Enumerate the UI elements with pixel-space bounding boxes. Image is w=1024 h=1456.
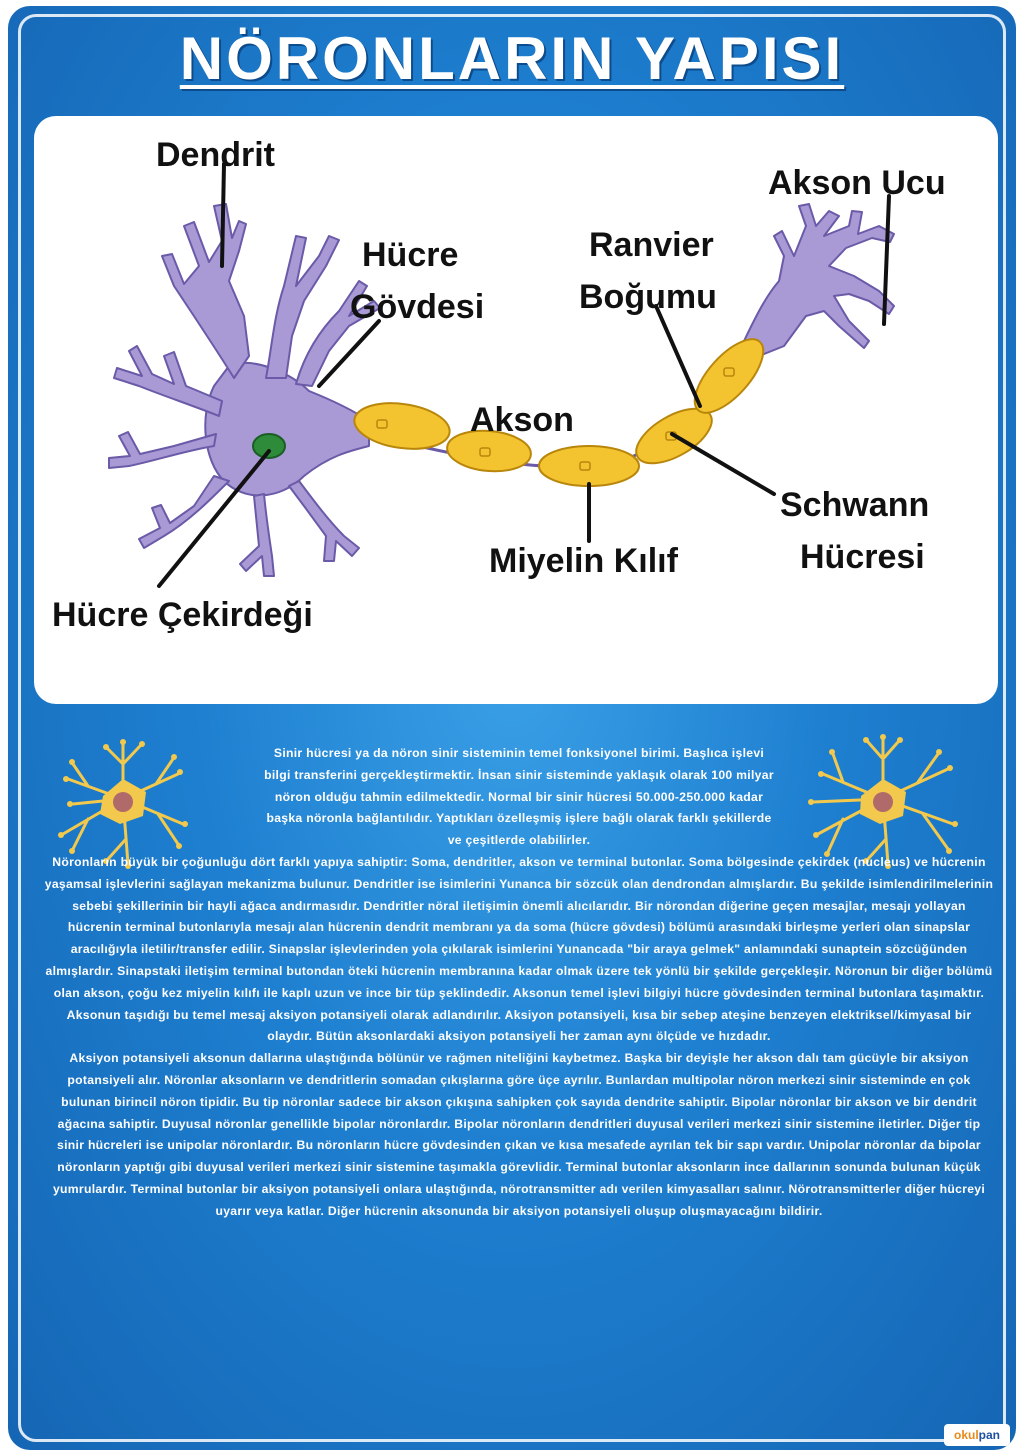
label-cekirdek: Hücre Çekirdeği bbox=[52, 596, 313, 634]
dendrite-left bbox=[114, 346, 222, 416]
logo-part1: okul bbox=[953, 1428, 979, 1442]
pointer-ranvier bbox=[656, 306, 700, 406]
dendrite-upper-left bbox=[162, 204, 249, 378]
dendrite-bottom bbox=[240, 494, 274, 576]
label-govdesi: Gövdesi bbox=[350, 288, 485, 326]
axon-terminal-tree bbox=[744, 204, 894, 356]
body-text bbox=[44, 743, 994, 1423]
label-akson-ucu: Akson Ucu bbox=[768, 164, 946, 202]
dendrites bbox=[109, 204, 894, 576]
label-hucresi: Hücresi bbox=[800, 538, 925, 576]
dendrite-bottom-right bbox=[289, 481, 359, 561]
label-hucre: Hücre bbox=[362, 236, 459, 274]
dendrite-bottom-left bbox=[139, 476, 229, 548]
logo-part2: pan bbox=[978, 1428, 1000, 1442]
dendrite-top bbox=[266, 236, 339, 378]
poster bbox=[8, 6, 1016, 1450]
cell-body bbox=[205, 363, 369, 496]
cell-nucleus bbox=[253, 434, 285, 458]
label-akson: Akson bbox=[470, 401, 574, 439]
pointer-schwann bbox=[672, 434, 774, 494]
paragraph-intro: Sinir hücresi ya da nöron sinir sisteminin temel fonksiyonel birimi. Başlıca işlevi bilgi transferini gerçekleştirmektir. İnsan sinir sisteminde yaklaşık olarak 100 milyar nöron olduğu tahmin edilmektedir. Normal bir sinir hücresi 50.000-250.000 kadar başka nöronla bağlantılıdır. Yaptıkları özelleşmiş işlere bağlı olarak farklı şekillerde ve çeşitlerde olabilirler. bbox=[264, 746, 774, 848]
paragraph-structure: Nöronların büyük bir çoğunluğu dört farklı yapıya sahiptir: Soma, dendritler, akson ve terminal butonlar. Soma bölgesinde çekirdek (nucleus) ve hücrenin yaşamsal işlevlerini sağlayan mekanizma bulunur. Dendritler ise isimlerini Yunanca bir sözcük olan dendrondan almışlardır. Bu şekilde isimlendirilmelerinin sebebi şekillerinin bir hayli ağaca andırmasıdır. Dendritler nöral iletişimin önemli alıcılarıdır. Bir nörondan diğerine geçen mesajlar, mesajı yollayan hücrenin terminal butonlarıyla mesajı alan hücrenin dendrit membranı ya da soma (hücre gövdesi) bölümü arasındaki birleşme yerleri olan sinapslar aracılığıyla iletilir/transfer edilir. Sinapslar işlevlerinden yola çıkılarak isimlerini Yunancada "bir araya gelmek" anlamındaki sunaptein sözcüğünden almışlardır. Sinapstaki iletişim terminal butondan öteki hücrenin membranına kadar olmak üzere tek yönlü bir şekilde gerçekleşir. Nöronun bir diğer bölümü olan akson, çoğu kez miyelin kılıfı ile kaplı uzun ve ince bir tüp şeklindedir. Aksonun temel işlevi bilgiyi hücre gövdesinden terminal butonlara taşımaktır. Aksonun taşıdığı bu temel mesaj aksiyon potansiyeli olarak adlandırılır. Aksiyon potansiyeli, kısa bir sebep ateşine benzeyen elektriksel/kimyasal bir olaydır. Bütün aksonlardaki aksiyon potansiyeli her zaman aynı ölçüde ve hızdadır. bbox=[44, 854, 994, 1044]
page-title: NÖRONLARIN YAPISI bbox=[179, 25, 845, 92]
paragraph-action-potential: Aksiyon potansiyeli aksonun dallarına ulaştığında bölünür ve rağmen niteliğini kaybetmez. Başka bir deyişle her akson dalı tam gücüyle bir aksiyon potansiyeli alır. Nöronlar aksonların ve dendritlerin somadan çıkışlarına göre üçe ayrılır. Bunlardan multipolar nöron merkezi sinir sisteminde en çok bulunan birincil nöron tipidir. Bu tip nöronlar sadece bir akson çıkışına sahipken çok sayıda dendrite sahiptir. Bipolar nöronlar bir akson ve bir dendrit ağacına sahiptir. Duyusal nöronlar genellikle bipolar nöronlardır. Bipolar nöronların dendritleri duyusal verileri merkezi sinir sistemine iletirler. Diğer tip sinir hücreleri ise unipolar nöronlardır. Bu nöronların hücre gövdesinden çıkan ve kısa mesafede ayrılan tek bir sapı vardır. Unipolar nöronlar da bipolar nöronların yaptığı gibi duyusal verileri merkezi sinir sistemine taşımakla görevlidir. Terminal butonlar aksonların ince dallarının sonunda bulunan küçük yumrulardır. Terminal butonlar bir aksiyon potansiyeli onlara ulaştığında, nörotransmitter adı verilen kimyasalları salınır. Nörotransmitterler diğer hücreyi uyarır veya katlar. Diğer hücrenin aksonunda bir aksiyon potansiyeli oluşup oluşmayacağını bildirir. bbox=[52, 1051, 986, 1218]
pointer-dendrit bbox=[222, 164, 224, 266]
label-schwann: Schwann bbox=[780, 486, 930, 524]
neuron-diagram bbox=[34, 116, 998, 704]
neuron-diagram-svg bbox=[34, 116, 998, 704]
label-miyelin: Miyelin Kılıf bbox=[489, 542, 678, 580]
publisher-logo bbox=[944, 1424, 1010, 1446]
label-ranvier: Ranvier bbox=[589, 226, 714, 264]
label-bogumu: Boğumu bbox=[579, 278, 717, 316]
label-dendrit: Dendrit bbox=[156, 136, 275, 174]
dendrite-left-low bbox=[109, 432, 216, 468]
